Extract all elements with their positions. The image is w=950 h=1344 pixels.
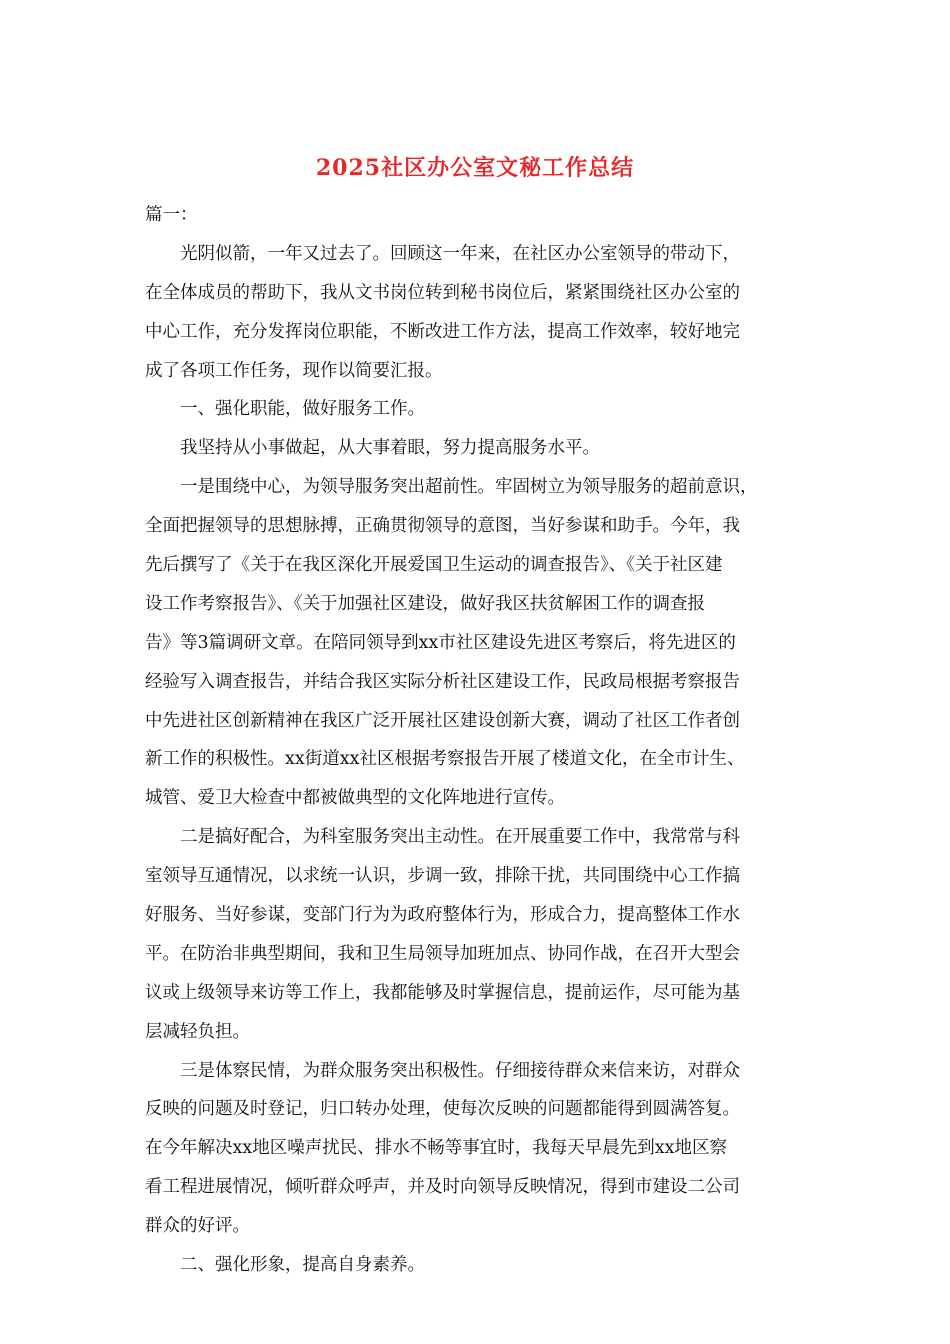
body-line: 一是围绕中心，为领导服务突出超前性。牢固树立为领导服务的超前意识， <box>145 477 758 498</box>
body-line: 好服务、当好参谋，变部门行为为政府整体行为，形成合力，提高整体工作水 <box>145 905 740 926</box>
body-line: 中先进社区创新精神在我区广泛开展社区建设创新大赛，调动了社区工作者创 <box>145 710 740 731</box>
body-line: 篇一： <box>145 205 198 225</box>
body-line: 看工程进展情况，倾听群众呼声，并及时向领导反映情况，得到市建设二公司 <box>145 1177 740 1198</box>
body-line: 我坚持从小事做起，从大事着眼，努力提高服务水平。 <box>145 438 600 459</box>
body-line: 二、强化形象，提高自身素养。 <box>145 1255 425 1276</box>
document-body <box>145 196 820 1285</box>
body-line: 群众的好评。 <box>145 1216 250 1237</box>
body-line: 新工作的积极性。xx街道xx社区根据考察报告开展了楼道文化，在全市计生、 <box>145 749 745 770</box>
body-line: 室领导互通情况，以求统一认识，步调一致，排除干扰，共同围绕中心工作搞 <box>145 866 740 887</box>
body-line: 先后撰写了《关于在我区深化开展爱国卫生运动的调查报告》、《关于社区建 <box>145 555 723 576</box>
body-line: 成了各项工作任务，现作以简要汇报。 <box>145 360 443 381</box>
body-line: 全面把握领导的思想脉搏，正确贯彻领导的意图，当好参谋和助手。今年，我 <box>145 516 740 537</box>
body-line: 城管、爱卫大检查中都被做典型的文化阵地进行宣传。 <box>145 788 565 809</box>
body-line: 三是体察民情，为群众服务突出积极性。仔细接待群众来信来访，对群众 <box>145 1060 740 1081</box>
body-line: 在今年解决xx地区噪声扰民、排水不畅等事宜时，我每天早晨先到xx地区察 <box>145 1138 727 1159</box>
body-line: 二是搞好配合，为科室服务突出主动性。在开展重要工作中，我常常与科 <box>145 827 740 848</box>
body-line: 设工作考察报告》、《关于加强社区建设，做好我区扶贫解困工作的调查报 <box>145 593 705 614</box>
document-title: 2025社区办公室文秘工作总结 <box>315 155 635 181</box>
body-line: 在全体成员的帮助下，我从文书岗位转到秘书岗位后，紧紧围绕社区办公室的 <box>145 282 740 303</box>
body-line: 层减轻负担。 <box>145 1021 250 1042</box>
body-line: 经验写入调查报告，并结合我区实际分析社区建设工作，民政局根据考察报告 <box>145 671 740 692</box>
body-line: 平。在防治非典型期间，我和卫生局领导加班加点、协同作战，在召开大型会 <box>145 943 740 964</box>
body-line: 告》等3篇调研文章。在陪同领导到xx市社区建设先进区考察后，将先进区的 <box>145 632 736 653</box>
body-line: 中心工作，充分发挥岗位职能，不断改进工作方法，提高工作效率，较好地完 <box>145 321 740 342</box>
body-line: 一、强化职能，做好服务工作。 <box>145 399 425 420</box>
body-line: 议或上级领导来访等工作上，我都能够及时掌握信息，提前运作，尽可能为基 <box>145 982 740 1003</box>
body-line: 光阴似箭，一年又过去了。回顾这一年来，在社区办公室领导的带动下， <box>145 243 740 264</box>
body-line: 反映的问题及时登记，归口转办处理，使每次反映的问题都能得到圆满答复。 <box>145 1099 740 1120</box>
